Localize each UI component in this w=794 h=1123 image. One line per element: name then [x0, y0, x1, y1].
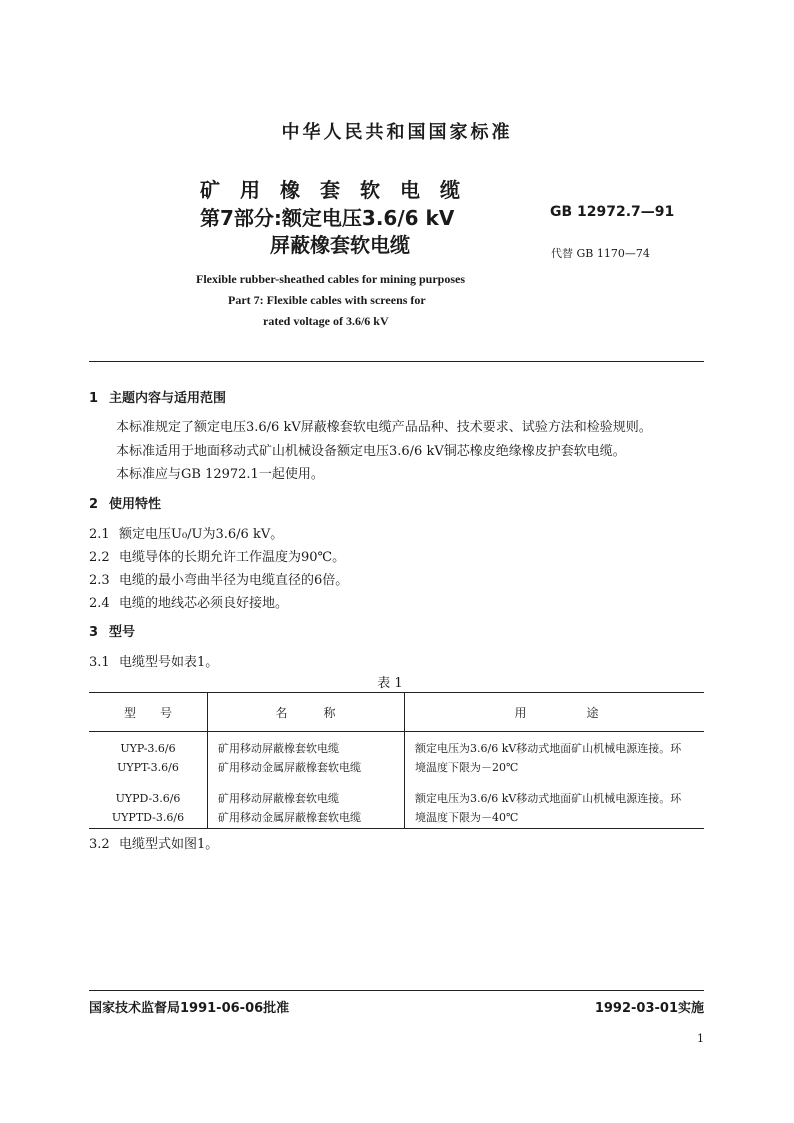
cable-name: 矿用移动金属屏蔽橡套软电缆 — [218, 761, 361, 774]
clause-3-2 — [89, 833, 218, 852]
section-number: 2 — [89, 497, 99, 512]
usage-text: 境温度下限为－40℃ — [415, 811, 519, 824]
table-row — [89, 732, 704, 782]
clause-number: 2.1 — [89, 527, 110, 542]
clause-text: 电缆的最小弯曲半径为电缆直径的6倍。 — [119, 573, 349, 588]
clause-text: 额定电压U₀/U为3.6/6 kV。 — [119, 527, 284, 542]
clause-number: 2.2 — [89, 550, 110, 565]
english-title-line-3: rated voltage of 3.6/6 kV — [263, 314, 389, 328]
header-name: 名 称 — [208, 693, 405, 732]
clause-text: 电缆型号如表1。 — [119, 655, 219, 670]
usage-text: 额定电压为3.6/6 kV移动式地面矿山机械电源连接。环 — [415, 742, 682, 755]
title-line-2: 第7部分:额定电压3.6/6 kV — [200, 206, 455, 230]
section-1-heading — [89, 387, 226, 406]
section-3-heading — [89, 621, 135, 640]
model-code: UYPT-3.6/6 — [117, 761, 179, 774]
section-title: 型号 — [109, 625, 136, 640]
cable-name: 矿用移动屏蔽橡套软电缆 — [218, 792, 339, 805]
table-header-row — [89, 693, 704, 732]
clause-2-2 — [89, 546, 345, 565]
clause-number: 3.1 — [89, 655, 110, 670]
english-title-line-2: Part 7: Flexible cables with screens for — [228, 293, 426, 307]
header-usage: 用 途 — [405, 693, 705, 732]
header-model: 型 号 — [89, 693, 208, 732]
name-cell — [208, 781, 405, 829]
model-code: UYPD-3.6/6 — [115, 792, 181, 805]
section-title: 使用特性 — [109, 497, 162, 512]
clause-2-4 — [89, 592, 288, 611]
section-1-para-1: 本标准规定了额定电压3.6/6 kV屏蔽橡套软电缆产品品种、技术要求、试验方法和检验规则。 — [116, 420, 652, 435]
clause-text: 电缆型式如图1。 — [119, 837, 219, 852]
approval-date: 国家技术监督局1991-06-06批准 — [89, 1001, 290, 1016]
section-1-para-2: 本标准适用于地面移动式矿山机械设备额定电压3.6/6 kV铜芯橡皮绝缘橡皮护套软电缆。 — [116, 444, 626, 459]
standard-number: GB 12972.7—91 — [550, 204, 675, 220]
section-2-heading — [89, 493, 161, 512]
model-table — [89, 692, 704, 829]
model-code: UYP-3.6/6 — [120, 742, 176, 755]
name-cell — [208, 732, 405, 782]
cable-name: 矿用移动屏蔽橡套软电缆 — [218, 742, 339, 755]
section-title: 主题内容与适用范围 — [109, 391, 227, 406]
english-title-line-1: Flexible rubber-sheathed cables for mining purposes — [196, 272, 466, 286]
cable-name: 矿用移动金属屏蔽橡套软电缆 — [218, 811, 361, 824]
table-row — [89, 781, 704, 829]
title-line-1: 矿用橡套软电缆 — [200, 178, 480, 202]
section-1-para-3: 本标准应与GB 12972.1一起使用。 — [116, 467, 324, 482]
clause-text: 电缆导体的长期允许工作温度为90℃。 — [119, 550, 346, 565]
model-code: UYPTD-3.6/6 — [111, 811, 185, 824]
clause-number: 2.3 — [89, 573, 110, 588]
clause-2-1 — [89, 523, 283, 542]
title-line-3: 屏蔽橡套软电缆 — [270, 233, 410, 257]
footer-divider — [89, 990, 704, 991]
section-number: 1 — [89, 391, 99, 406]
clause-3-1 — [89, 651, 218, 670]
usage-cell — [405, 781, 705, 829]
clause-2-3 — [89, 569, 348, 588]
section-number: 3 — [89, 625, 99, 640]
clause-number: 3.2 — [89, 837, 110, 852]
usage-text: 境温度下限为－20℃ — [415, 761, 519, 774]
model-cell — [89, 732, 208, 782]
national-standard-header: 中华人民共和国国家标准 — [281, 122, 513, 143]
table-caption: 表 1 — [377, 676, 403, 691]
clause-number: 2.4 — [89, 596, 110, 611]
model-cell — [89, 781, 208, 829]
replaces-standard: 代替 GB 1170—74 — [551, 247, 650, 260]
header-divider — [89, 361, 704, 362]
page-number: 1 — [697, 1032, 704, 1045]
usage-cell — [405, 732, 705, 782]
clause-text: 电缆的地线芯必须良好接地。 — [119, 596, 289, 611]
usage-text: 额定电压为3.6/6 kV移动式地面矿山机械电源连接。环 — [415, 792, 682, 805]
implementation-date: 1992-03-01实施 — [594, 1001, 704, 1016]
